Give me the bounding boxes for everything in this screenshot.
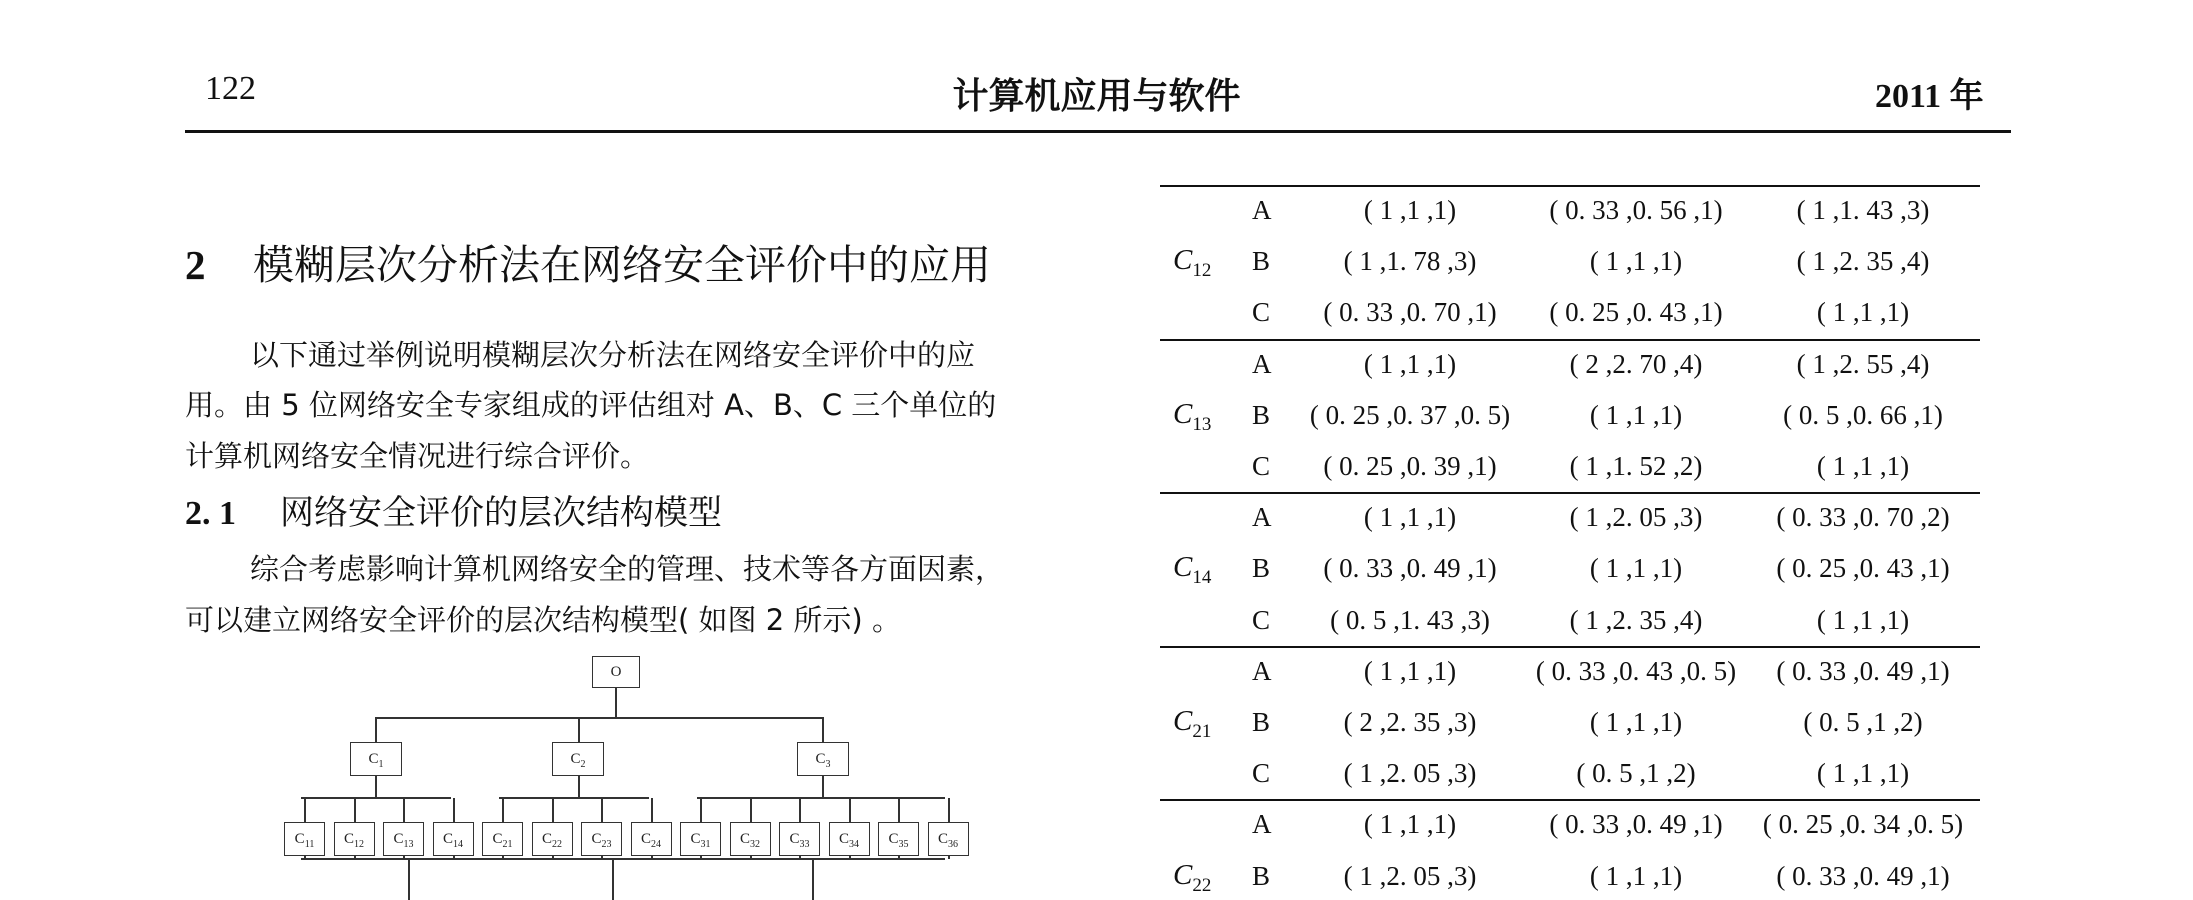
table-cell: ( 1 ,1 ,1) [1589,553,1683,584]
connector [375,717,377,743]
subsection-line-2: 可以建立网络安全评价的层次结构模型( 如图 2 所示) 。 [185,603,901,637]
diagram-node-c31: $C_{31}$ [680,822,721,856]
connector [578,717,580,743]
table-cell: ( 1 ,1 ,1) [1816,297,1910,328]
table-cell: ( 1 ,1 ,1) [1589,707,1683,737]
table-option-label: A [1252,195,1272,225]
section-heading [185,232,991,291]
table-option-label: A [1252,809,1272,840]
diagram-node-c2: $C_2$ [552,742,604,776]
table-cell: ( 1 ,1 ,1) [1363,502,1457,533]
table-cell: ( 0. 33 ,0. 49 ,1) [1549,809,1723,840]
diagram-node-c36: $C_{36}$ [928,822,969,856]
table-cell: ( 1 ,1. 78 ,3) [1343,246,1477,277]
table-rule [1160,492,1980,494]
table-cell: ( 0. 33 ,0. 70 ,1) [1323,297,1497,328]
table-cell: ( 1 ,2. 05 ,3) [1343,860,1477,891]
table-cell: ( 0. 33 ,0. 56 ,1) [1549,195,1723,225]
table-cell: ( 1 ,1. 52 ,2) [1569,451,1703,481]
table-cell: ( 0. 5 ,1. 43 ,3) [1330,604,1490,635]
table-cell: ( 1 ,2. 35 ,4) [1569,604,1703,635]
intro-line-1: 以下通过举例说明模糊层次分析法在网络安全评价中的应 [250,338,976,372]
diagram-node-c13: $C_{13}$ [383,822,424,856]
connector [578,776,580,798]
table-criterion-label: $C_{14}$ [1173,551,1212,589]
table-cell: ( 1 ,1 ,1) [1363,655,1457,686]
subsection-line-1: 综合考虑影响计算机网络安全的管理、技术等各方面因素， [250,552,1005,586]
table-option-label: B [1252,707,1271,737]
table-cell: ( 0. 33 ,0. 49 ,1) [1776,860,1950,891]
diagram-node-c34: $C_{34}$ [829,822,870,856]
connector [453,798,455,822]
issue-year: 2011 年 [1875,78,1984,115]
table-cell: ( 0. 25 ,0. 43 ,1) [1549,297,1723,328]
connector [697,797,945,799]
connector [304,798,306,822]
subsection-heading [185,485,722,534]
table-option-label: C [1252,451,1271,481]
diagram-node-c24: $C_{24}$ [631,822,672,856]
table-criterion-label: $C_{12}$ [1173,244,1212,281]
connector [612,860,614,900]
connector [898,798,900,822]
table-cell: ( 0. 25 ,0. 43 ,1) [1776,553,1950,584]
diagram-node-c1: $C_1$ [350,742,402,776]
table-cell: ( 1 ,1 ,1) [1589,399,1683,430]
table-cell: ( 1 ,2. 05 ,3) [1569,502,1703,533]
connector [403,798,405,822]
table-cell: ( 0. 33 ,0. 49 ,1) [1323,553,1497,584]
table-cell: ( 0. 25 ,0. 34 ,0. 5) [1762,809,1964,840]
connector [375,717,824,719]
connector [822,776,824,798]
table-cell: ( 0. 5 ,1 ,2) [1803,707,1923,737]
table-option-label: C [1252,297,1271,328]
table-option-label: C [1252,604,1271,635]
table-cell: ( 1 ,2. 35 ,4) [1796,246,1930,277]
diagram-node-c33: $C_{33}$ [779,822,820,856]
diagram-node-c22: $C_{22}$ [532,822,573,856]
table-option-label: A [1252,348,1272,379]
table-option-label: C [1252,758,1271,789]
diagram-node-c21: $C_{21}$ [482,822,523,856]
table-cell: ( 1 ,1 ,1) [1816,604,1910,635]
connector [502,798,504,822]
table-rule [1160,646,1980,648]
table-cell: ( 1 ,1 ,1) [1363,809,1457,840]
connector [849,798,851,822]
table-option-label: B [1252,399,1271,430]
diagram-node-c23: $C_{23}$ [581,822,622,856]
diagram-node-c3: $C_3$ [797,742,849,776]
table-cell: ( 1 ,1 ,1) [1816,758,1910,789]
diagram-node-c12: $C_{12}$ [334,822,375,856]
diagram-node-c35: $C_{35}$ [878,822,919,856]
table-cell: ( 1 ,1 ,1) [1589,246,1683,277]
table-option-label: A [1252,502,1272,533]
diagram-node-c14: $C_{14}$ [433,822,474,856]
intro-line-3: 计算机网络安全情况进行综合评价。 [185,439,650,473]
connector [700,798,702,822]
table-criterion-label: $C_{21}$ [1173,705,1212,742]
table-cell: ( 0. 25 ,0. 37 ,0. 5) [1309,399,1511,430]
table-cell: ( 0. 33 ,0. 70 ,2) [1776,502,1950,533]
table-rule [1160,799,1980,801]
section-title: 模糊层次分析法在网络安全评价中的应用 [253,241,991,289]
section-number: 2 [185,242,206,288]
intro-line-2: 用。由 5 位网络安全专家组成的评估组对 A、B、C 三个单位的 [185,388,997,422]
table-cell: ( 0. 5 ,1 ,2) [1576,758,1696,789]
table-option-label: B [1252,246,1271,277]
table-cell: ( 1 ,1 ,1) [1363,195,1457,225]
connector [750,798,752,822]
connector [408,860,410,900]
connector [651,798,653,822]
connector [499,797,649,799]
table-cell: ( 2 ,2. 70 ,4) [1569,348,1703,379]
diagram-node-c32: $C_{32}$ [730,822,771,856]
table-cell: ( 0. 33 ,0. 49 ,1) [1776,655,1950,686]
subsection-number: 2. 1 [185,495,236,532]
table-criterion-label: $C_{22}$ [1173,858,1212,896]
connector [822,717,824,743]
table-cell: ( 1 ,2. 55 ,4) [1796,348,1930,379]
connector [948,798,950,822]
table-rule [1160,185,1980,187]
connector [601,798,603,822]
table-option-label: A [1252,655,1272,686]
table-cell: ( 1 ,1 ,1) [1589,860,1683,891]
connector [301,797,451,799]
journal-title: 计算机应用与软件 [952,76,1241,117]
diagram-node-root: O [592,656,640,688]
diagram-node-c11: $C_{11}$ [284,822,325,856]
table-rule [1160,339,1980,341]
table-cell: ( 0. 5 ,0. 66 ,1) [1783,399,1943,430]
connector [799,798,801,822]
connector [354,798,356,822]
table-cell: ( 1 ,1 ,1) [1816,451,1910,481]
table-criterion-label: $C_{13}$ [1173,397,1212,435]
connector [375,776,377,798]
table-cell: ( 1 ,2. 05 ,3) [1343,758,1477,789]
table-option-label: B [1252,860,1271,891]
table-cell: ( 2 ,2. 35 ,3) [1343,707,1477,737]
connector [812,860,814,900]
connector [301,858,945,860]
page-number: 122 [205,70,256,107]
header-rule [185,130,2011,133]
table-option-label: B [1252,553,1271,584]
connector [615,688,617,718]
table-cell: ( 1 ,1 ,1) [1363,348,1457,379]
table-cell: ( 0. 25 ,0. 39 ,1) [1323,451,1497,481]
table-cell: ( 0. 33 ,0. 43 ,0. 5) [1535,655,1737,686]
connector [552,798,554,822]
subsection-title: 网络安全评价的层次结构模型 [280,493,722,533]
table-cell: ( 1 ,1. 43 ,3) [1796,195,1930,225]
